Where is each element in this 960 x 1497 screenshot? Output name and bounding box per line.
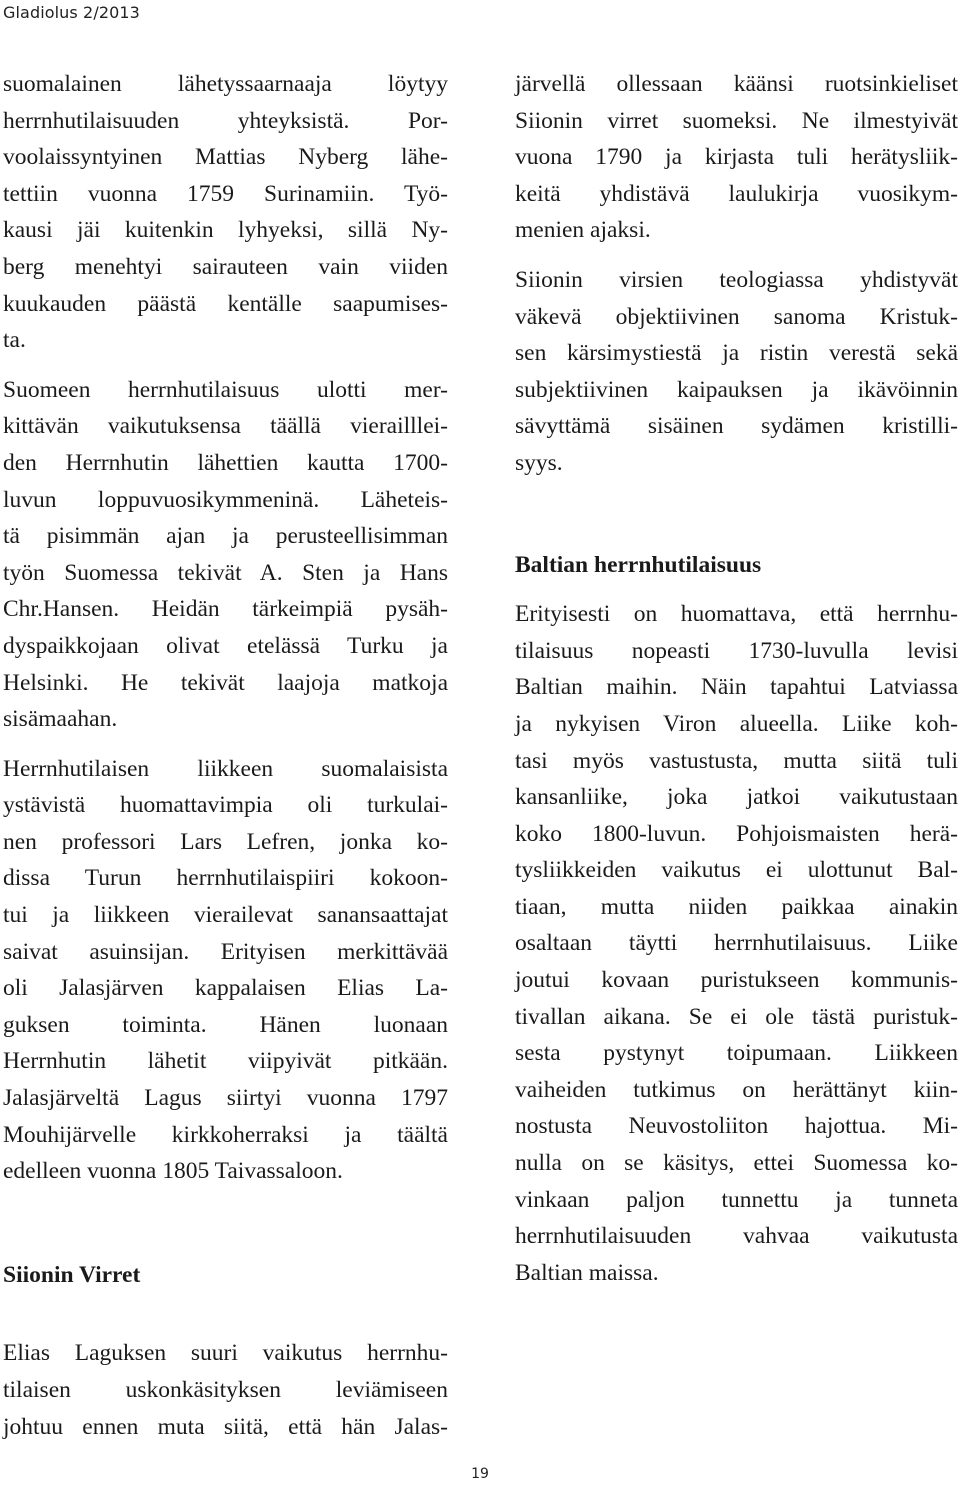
left-column: [3, 66, 448, 1445]
text-line: vuona 1790 ja kirjasta tuli herätysliik-: [515, 144, 958, 171]
text-line: sisämaahan.: [3, 706, 118, 733]
text-line: nen professori Lars Lefren, jonka ko-: [3, 828, 448, 855]
page-number: 19: [471, 1466, 489, 1482]
text-line: herrnhutilaisuuden vahvaa vaikutusta: [515, 1223, 958, 1250]
text-line: keitä yhdistävä laulukirja vuosikym-: [515, 180, 958, 207]
text-line: Helsinki. He tekivät laajoja matkoja: [3, 669, 448, 696]
text-line: voolaissyntyinen Mattias Nyberg lähe-: [3, 144, 448, 171]
text-line: dissa Turun herrnhutilaispiiri kokoon-: [3, 865, 448, 892]
text-line: Chr.Hansen. Heidän tärkeimpiä pysäh-: [3, 596, 448, 623]
text-line: tettiin vuonna 1759 Surinamiin. Työ-: [3, 180, 448, 207]
section-heading: Siionin Virret: [3, 1261, 141, 1288]
text-line: Baltian maissa.: [515, 1259, 659, 1286]
running-header: Gladiolus 2/2013: [3, 3, 140, 22]
text-line: dyspaikkojaan olivat etelässä Turku ja: [3, 632, 448, 659]
text-line: kittävän vaikutuksensa täällä vierailllei-: [3, 413, 448, 440]
text-line: Herrnhutilaisen liikkeen suomalaisista: [3, 755, 448, 782]
text-line: kausi jäi kuitenkin lyhyeksi, sillä Ny-: [3, 217, 448, 244]
text-line: koko 1800-luvun. Pohjoismaisten herä-: [515, 820, 958, 847]
text-line: menien ajaksi.: [515, 217, 651, 244]
text-line: Siionin virret suomeksi. Ne ilmestyivät: [515, 107, 958, 134]
text-line: nostusta Neuvostoliiton hajottua. Mi-: [515, 1113, 958, 1140]
text-line: Siionin virsien teologiassa yhdistyvät: [515, 266, 958, 293]
paragraph: [515, 262, 958, 482]
text-line: ja nykyisen Viron alueella. Liike koh-: [515, 710, 958, 737]
text-line: tui ja liikkeen vierailevat sanansaattajat: [3, 902, 448, 929]
text-line: tasi myös vastustusta, mutta siitä tuli: [515, 747, 958, 774]
text-line: kansanliike, joka jatkoi vaikutustaan: [515, 784, 958, 811]
text-line: järvellä ollessaan käänsi ruotsinkieliset: [515, 71, 958, 97]
text-line: herrnhutilaisuuden yhteyksistä. Por-: [3, 107, 448, 134]
text-line: Mouhijärvelle kirkkoherraksi ja täältä: [3, 1121, 448, 1148]
paragraph: [515, 596, 958, 1291]
text-line: edelleen vuonna 1805 Taivassaloon.: [3, 1158, 343, 1185]
text-line: ystävistä huomattavimpia oli turkulai-: [3, 792, 448, 819]
paragraph: [3, 751, 448, 1190]
text-line: vinkaan paljon tunnettu ja tunneta: [515, 1186, 958, 1213]
text-line: Erityisesti on huomattava, että herrnhu-: [515, 601, 958, 628]
text-line: osaltaan täytti herrnhutilaisuus. Liike: [515, 930, 958, 957]
text-line: vaiheiden tutkimus on herättänyt kiin-: [515, 1076, 958, 1103]
text-line: Elias Laguksen suuri vaikutus herrnhu-: [3, 1340, 448, 1367]
text-line: berg menehtyi sairauteen vain viiden: [3, 253, 448, 280]
text-line: tilaisuus nopeasti 1730-luvulla levisi: [515, 637, 958, 664]
text-line: guksen toiminta. Hänen luonaan: [3, 1011, 448, 1038]
text-line: Suomeen herrnhutilaisuus ulotti mer-: [3, 376, 448, 403]
right-column: [515, 66, 958, 1291]
text-line: väkevä objektiivinen sanoma Kristuk-: [515, 303, 958, 330]
text-line: Herrnhutin lähetit viipyivät pitkään.: [3, 1048, 448, 1075]
text-line: työn Suomessa tekivät A. Sten ja Hans: [3, 559, 448, 586]
text-line: tä pisimmän ajan ja perusteellisimman: [3, 523, 448, 550]
text-line: sen kärsimystiestä ja ristin verestä sekä: [515, 340, 958, 367]
paragraph: [3, 66, 448, 359]
text-line: ta.: [3, 327, 26, 354]
text-line: Jalasjärveltä Lagus siirtyi vuonna 1797: [3, 1085, 448, 1112]
text-line: syys.: [515, 449, 563, 476]
text-line: Baltian maihin. Näin tapahtui Latviassa: [515, 674, 958, 701]
text-line: saivat asuinsijan. Erityisen merkittävää: [3, 938, 448, 965]
paragraph: [3, 372, 448, 738]
paragraph: [3, 1335, 448, 1445]
text-line: tysliikkeiden vaikutus ei ulottunut Bal-: [515, 857, 958, 884]
text-line: joutui kovaan puristukseen kommunis-: [515, 967, 958, 994]
section-heading: Baltian herrnhutilaisuus: [515, 551, 762, 578]
text-line: johtuu ennen muta siitä, että hän Jalas-: [3, 1413, 448, 1440]
text-line: kuukauden päästä kentälle saapumises-: [3, 290, 448, 317]
text-line: tilaisen uskonkäsityksen leviämiseen: [3, 1377, 448, 1403]
text-line: sesta pystynyt toipumaan. Liikkeen: [515, 1040, 958, 1067]
text-line: nulla on se käsitys, ettei Suomessa ko-: [515, 1150, 958, 1177]
paragraph: [515, 66, 958, 249]
text-line: suomalainen lähetyssaarnaaja löytyy: [3, 71, 448, 97]
text-line: subjektiivinen kaipauksen ja ikävöinnin: [515, 376, 958, 403]
text-line: tiaan, mutta niiden paikkaa ainakin: [515, 893, 958, 920]
text-line: tivallan aikana. Se ei ole tästä puristuk-: [515, 1003, 958, 1030]
text-line: den Herrnhutin lähettien kautta 1700-: [3, 449, 448, 476]
text-line: sävyttämä sisäinen sydämen kristilli-: [515, 413, 958, 440]
text-line: oli Jalasjärven kappalaisen Elias La-: [3, 975, 448, 1002]
text-line: luvun loppuvuosikymmeninä. Läheteis-: [3, 486, 448, 513]
